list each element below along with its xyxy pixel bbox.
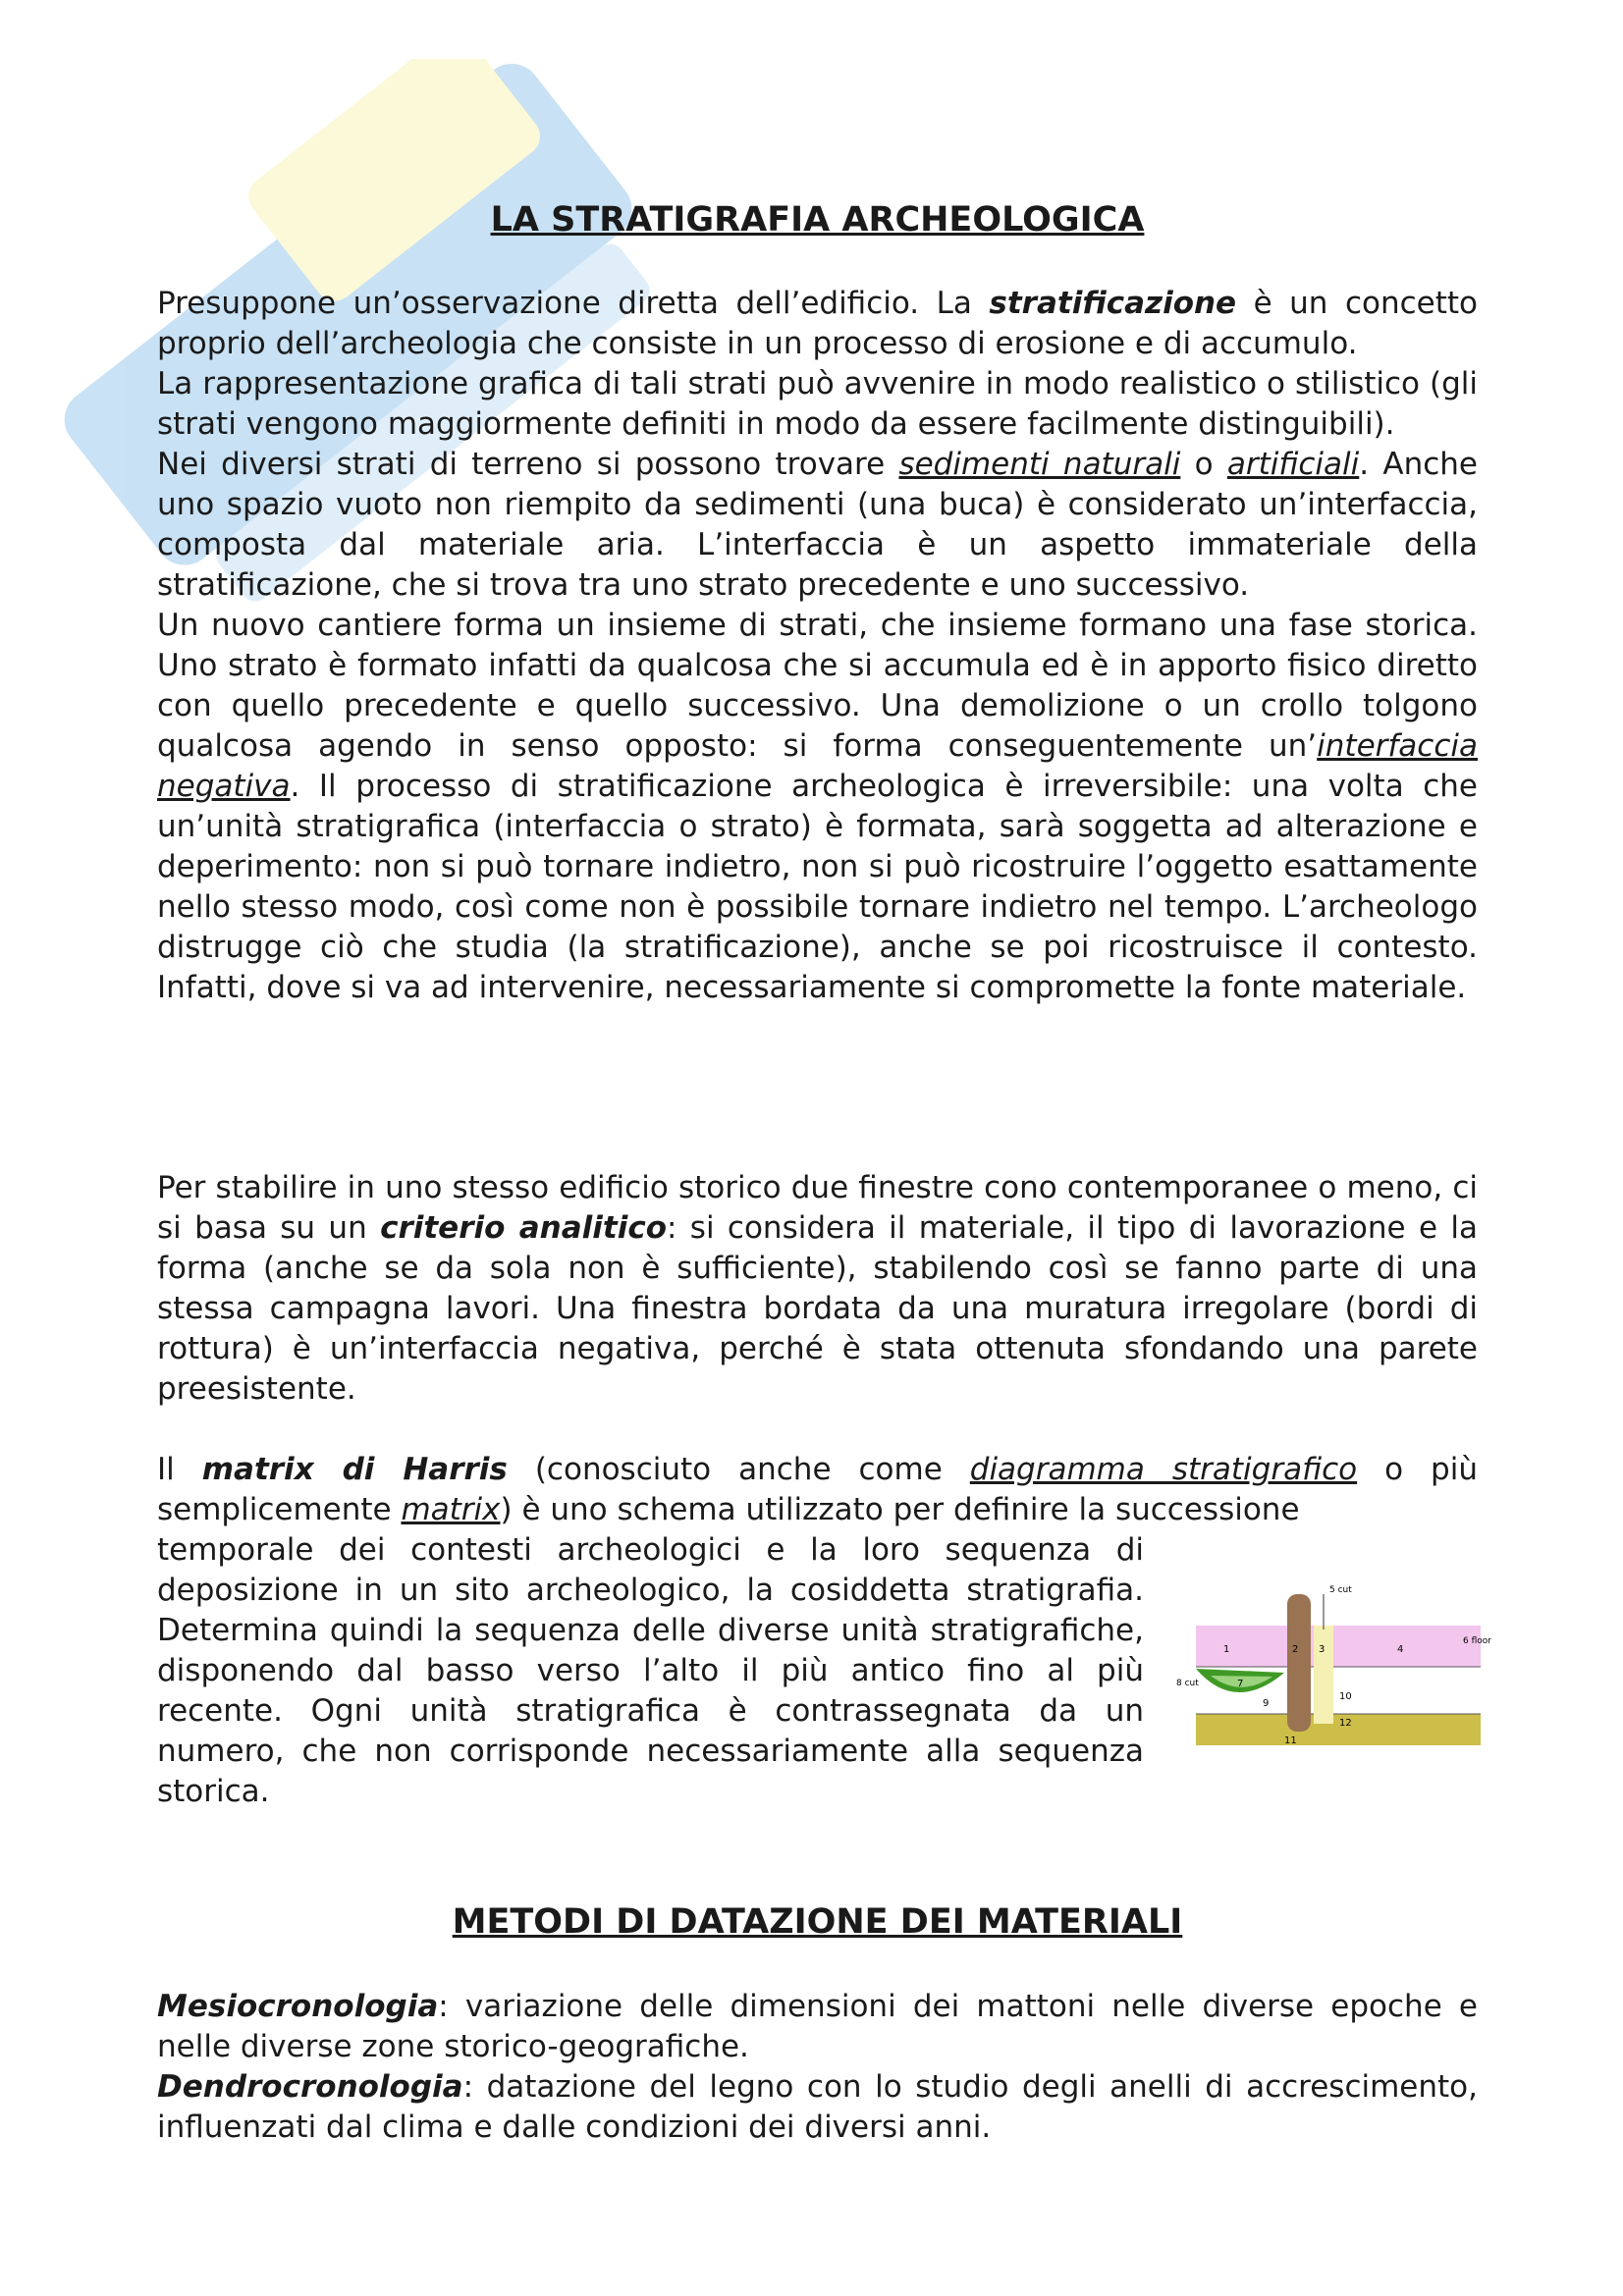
fig-label: 6 floor (1463, 1636, 1491, 1646)
term-diagramma-stratigrafico: diagramma stratigrafico (969, 1452, 1358, 1487)
paragraph: Nei diversi strati di terreno si possono trovare sedimenti naturali o artificiali. Anche uno spazio vuoto non riempito da sedimenti (una buca) è considerato un’interfaccia, composta dal materiale aria. L’interfaccia è un aspetto immateriale della stratificazione, che si trova tra uno strato precedente e uno successivo. (157, 447, 1479, 603)
stratigraphy-diagram (1176, 1578, 1500, 1747)
term-sedimenti-naturali: sedimenti naturali (898, 447, 1181, 482)
section-title-stratigrafia: LA STRATIGRAFIA ARCHEOLOGICA (490, 200, 1145, 240)
paragraph: Per stabilire in uno stesso edificio storico due finestre cono contemporanee o meno, ci si basa su un criterio analitico: si considera il materiale, il tipo di lavorazione e la forma (anche se da sola non è sufficiente), stabilendo così se fanno parte di una stessa campagna lavori. Una finestra bordata da una muratura irregolare (bordi di rottura) è un’interfaccia negativa, perché è stata ottenuta sfondando una parete preesistente. (157, 1170, 1478, 1407)
term-interfaccia-negativa: interfaccia negativa (157, 728, 1478, 804)
fig-label: 12 (1339, 1718, 1352, 1729)
term-artificiali: artificiali (1226, 447, 1360, 482)
definition-dendrocronologia: Dendrocronologia: datazione del legno con lo studio degli anelli di accrescimento, influenzati dal clima e dalle condizioni dei diversi anni. (157, 2069, 1478, 2145)
section-title-metodi-datazione: METODI DI DATAZIONE DEI MATERIALI (452, 1902, 1183, 1942)
fig-label: 5 cut (1329, 1585, 1352, 1595)
term-matrix-di-harris: matrix di Harris (201, 1452, 508, 1487)
fig-label: 4 (1397, 1644, 1404, 1655)
fig-label: 8 cut (1176, 1679, 1199, 1688)
layer-10 (1314, 1626, 1333, 1724)
term-criterio-analitico: criterio analitico (380, 1210, 667, 1246)
fig-label: 10 (1339, 1691, 1352, 1702)
fig-label: 11 (1284, 1735, 1297, 1746)
paragraph: La rappresentazione grafica di tali strati può avvenire in modo realistico o stilistico (gli strati vengono maggiormente definiti in modo da essere facilmente distinguibili). (157, 366, 1478, 442)
fig-label: 1 (1223, 1644, 1230, 1655)
paragraph: Il matrix di Harris (conosciuto anche come diagramma stratigrafico o più semplicemente matrix) è uno schema utilizzato per definire la successione (157, 1452, 1478, 1527)
paragraph-group-4 (157, 1987, 1478, 2148)
paragraph: Un nuovo cantiere forma un insieme di strati, che insieme formano una fase storica. Uno strato è formato infatti da qualcosa che si accumula ed è in apporto fisico diretto con quello precedente e quello successivo. Una demolizione o un crollo tolgono qualcosa agendo in senso opposto: si forma conseguentemente un’interfaccia negativa. Il processo di stratificazione archeologica è irreversibile: una volta che un’unità stratigrafica (interfaccia o strato) è formata, sarà soggetta ad alterazione e deperimento: non si può tornare indietro, non si può ricostruire l’oggetto esattamente nello stesso modo, così come non è possibile tornare indietro nel tempo. L’archeologo distrugge ciò che studia (la stratificazione), anche se poi ricostruisce il contesto. Infatti, dove si va ad intervenire, necessariamente si compromette la fonte materiale. (157, 608, 1478, 1005)
layer-top (1196, 1626, 1481, 1667)
paragraph: temporale dei contesti archeologici e la loro sequenza di deposizione in un sito archeologico, la cosiddetta stratigrafia. Determina quindi la sequenza delle diverse unità stratigrafiche, disponendo dal basso verso l’alto il più antico fino al più recente. Ogni unità stratigrafica è contrassegnata da un numero, che non corrisponde necessariamente alla sequenza storica. (157, 1532, 1144, 1809)
paragraph: Presuppone un’osservazione diretta dell’edificio. La stratificazione è un concetto proprio dell’archeologia che consiste in un processo di erosione e di accumulo. (157, 286, 1478, 361)
post-2 (1287, 1594, 1311, 1732)
layer-bottom (1196, 1714, 1481, 1745)
paragraph-group-2 (157, 1168, 1478, 1410)
fig-label: 7 (1237, 1679, 1244, 1689)
term-matrix: matrix (401, 1492, 501, 1527)
definition-mesiocronologia: Mesiocronologia: variazione delle dimensioni dei mattoni nelle diverse epoche e nelle diverse zone storico-geografiche. (157, 1989, 1478, 2064)
term-stratificazione: stratificazione (989, 286, 1237, 321)
fig-label: 2 (1292, 1644, 1299, 1655)
paragraph-group-1 (157, 284, 1478, 1008)
fig-label: 3 (1319, 1644, 1325, 1655)
fig-label: 9 (1263, 1698, 1270, 1709)
